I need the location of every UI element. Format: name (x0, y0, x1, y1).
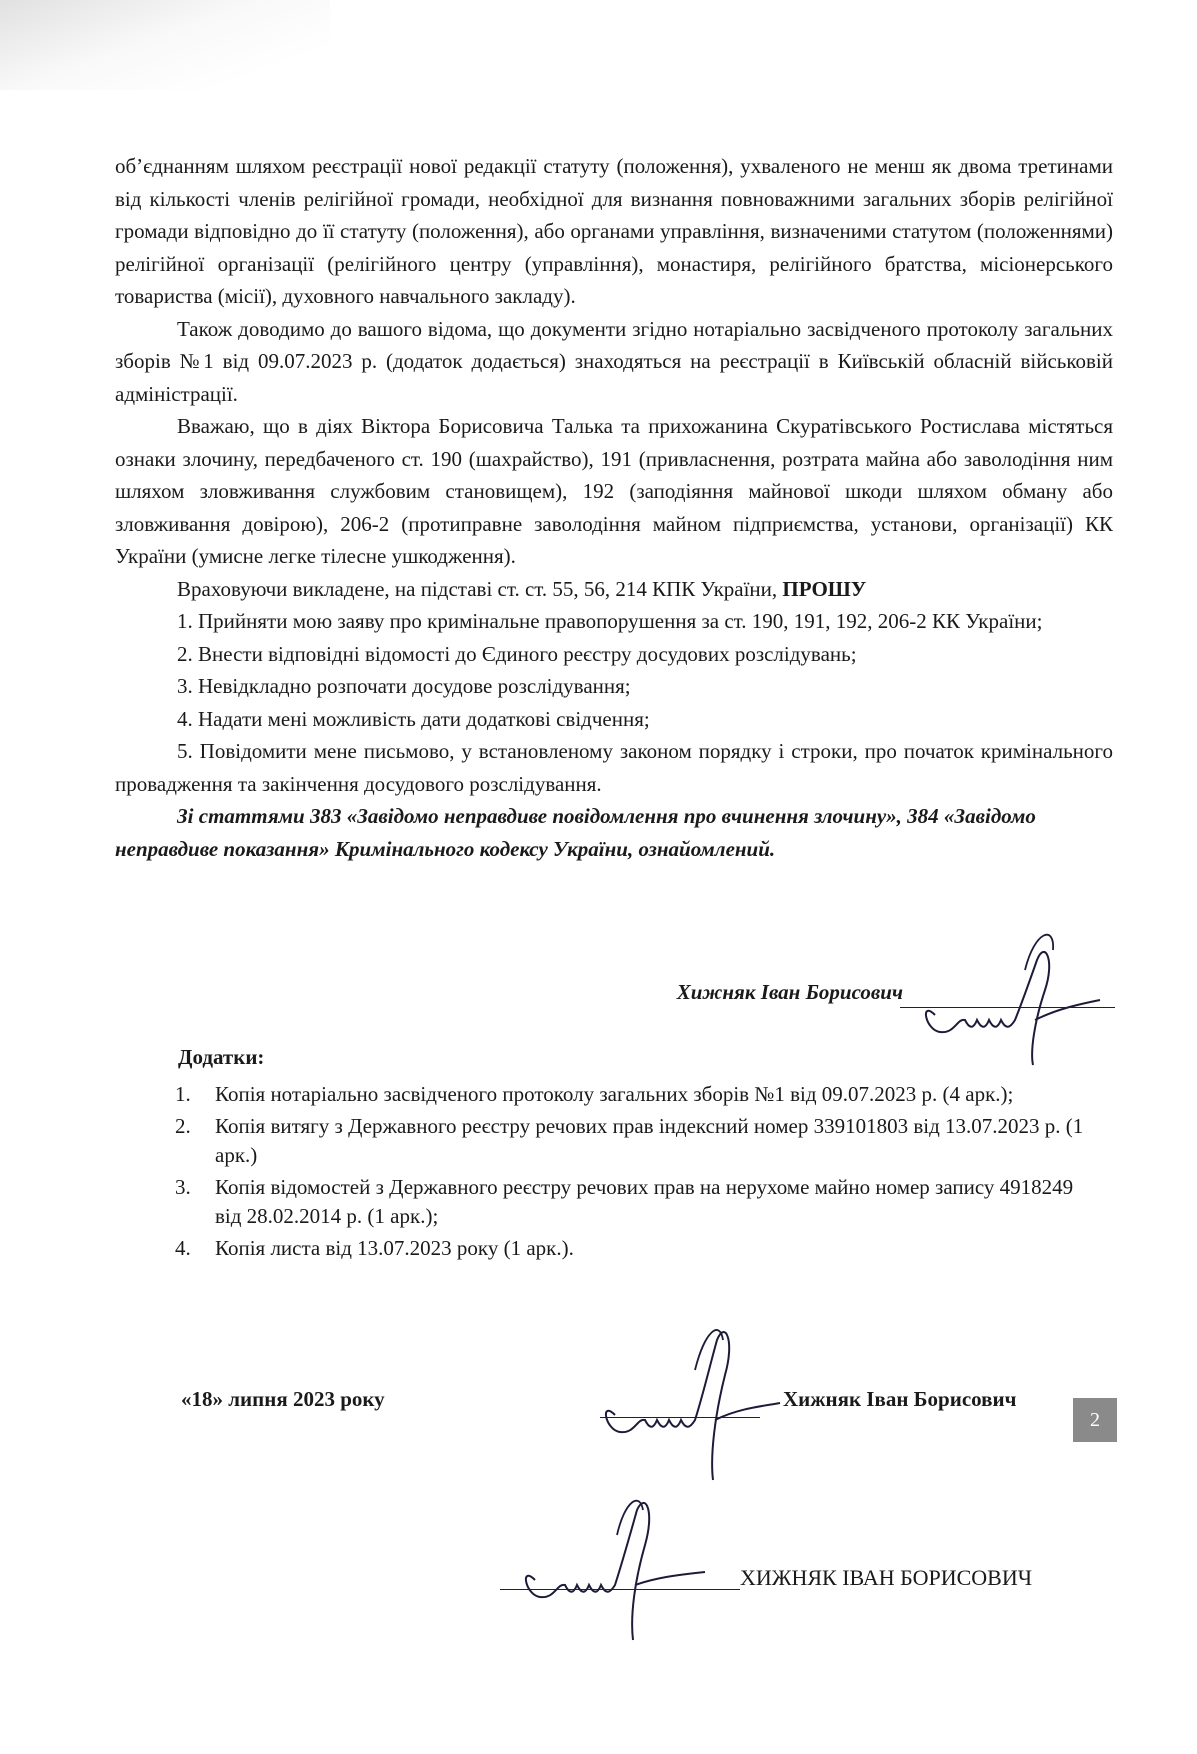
attachment-text: Копія нотаріально засвідченого протоколу загальних зборів №1 від 09.07.2023 р. (4 арк.); (215, 1082, 1014, 1106)
signature-3 (505, 1490, 715, 1650)
attachment-number: 3. (175, 1175, 191, 1199)
attachment-number: 2. (175, 1114, 191, 1138)
attachment-text: Копія відомостей з Державного реєстру речових прав на нерухоме майно номер запису 4918249 від 28.02.2014 р. (1 арк.); (215, 1175, 1074, 1228)
attachment-item (175, 1234, 1095, 1263)
document-date: «18» липня 2023 року (181, 1387, 385, 1411)
attachment-item (175, 1112, 1095, 1170)
signature-line-1 (900, 1007, 1115, 1008)
criminal-code-warning: Зі статтями 383 «Завідомо неправдиве повідомлення про вчинення злочину», 384 «Завідомо неправдиве показання» Кримінального кодексу України, ознайомлений. (115, 804, 1036, 861)
signature-1 (895, 920, 1125, 1070)
request-keyword: ПРОШУ (782, 576, 867, 601)
signature-name-italic: Хижняк Іван Борисович (676, 980, 903, 1004)
paragraph-4-text: Враховуючи викладене, на підставі ст. ст. 55, 56, 214 КПК України, (177, 576, 783, 601)
request-item-1: 1. Прийняти мою заяву про кримінальне правопорушення за ст. 190, 191, 192, 206-2 КК України; (177, 609, 1043, 633)
paragraph-2: Також доводимо до вашого відома, що документи згідно нотаріально засвідченого протоколу загальних зборів №1 від 09.07.2023 р. (додаток додається) знаходяться на реєстрації в Київській обласній військовій адміністрації. (115, 316, 1113, 406)
attachment-text: Копія листа від 13.07.2023 року (1 арк.). (215, 1236, 574, 1260)
attachment-item (175, 1080, 1095, 1109)
signature-line-2 (600, 1417, 760, 1418)
page-number-badge: 2 (1073, 1398, 1117, 1442)
paragraph-4 (115, 573, 1113, 606)
attachments-title: Додатки: (178, 1045, 265, 1069)
attachment-item (175, 1173, 1095, 1231)
request-item-3: 3. Невідкладно розпочати досудове розслідування; (177, 674, 631, 698)
attachment-text: Копія витягу з Державного реєстру речових прав індексний номер 339101803 від 13.07.2023 р. (1 арк.) (215, 1114, 1084, 1167)
paragraph-3: Вважаю, що в діях Віктора Борисовича Талька та прихожанина Скуратівського Ростислава містяться ознаки злочину, передбаченого ст. 190 (шахрайство), 191 (привласнення, розтрата майна або заволодіння ним шляхом зловживання службовим становищем), 192 (заподіяння майнової шкоди шляхом обману або зловживання довірою), 206-2 (протиправне заволодіння майном підприємства, установи, організації) КК України (умисне легке тілесне ушкодження). (115, 414, 1113, 568)
document-page (115, 150, 1113, 1590)
request-item-2: 2. Внести відповідні відомості до Єдиного реєстру досудових розслідувань; (177, 641, 857, 666)
paragraph-1: об’єднанням шляхом реєстрації нової редакції статуту (положення), ухваленого не менш як двома третинами від кількості членів релігійної громади, необхідної для визнання повноважними загальних зборів релігійної громади відповідно до її статуту (положення), або органами управління, визначеними статутом (положеннями) релігійної організації (релігійного центру (управління), монастиря, релігійного братства, місіонерського товариства (місії), духовного навчального закладу). (115, 154, 1113, 308)
signature-2 (585, 1315, 785, 1485)
signature-name-bold: Хижняк Іван Борисович (783, 1387, 1017, 1411)
signature-line-3 (500, 1589, 740, 1590)
request-item-5: 5. Повідомити мене письмово, у встановленому законом порядку і строки, про початок кримінального провадження та закінчення досудового розслідування. (115, 739, 1113, 796)
attachments-list (175, 1080, 1095, 1266)
signature-name-caps: ХИЖНЯК ІВАН БОРИСОВИЧ (740, 1565, 1033, 1590)
request-item-4: 4. Надати мені можливість дати додаткові свідчення; (177, 706, 650, 731)
attachment-number: 1. (175, 1082, 191, 1106)
scan-corner-shadow (0, 0, 330, 90)
attachment-number: 4. (175, 1236, 191, 1260)
